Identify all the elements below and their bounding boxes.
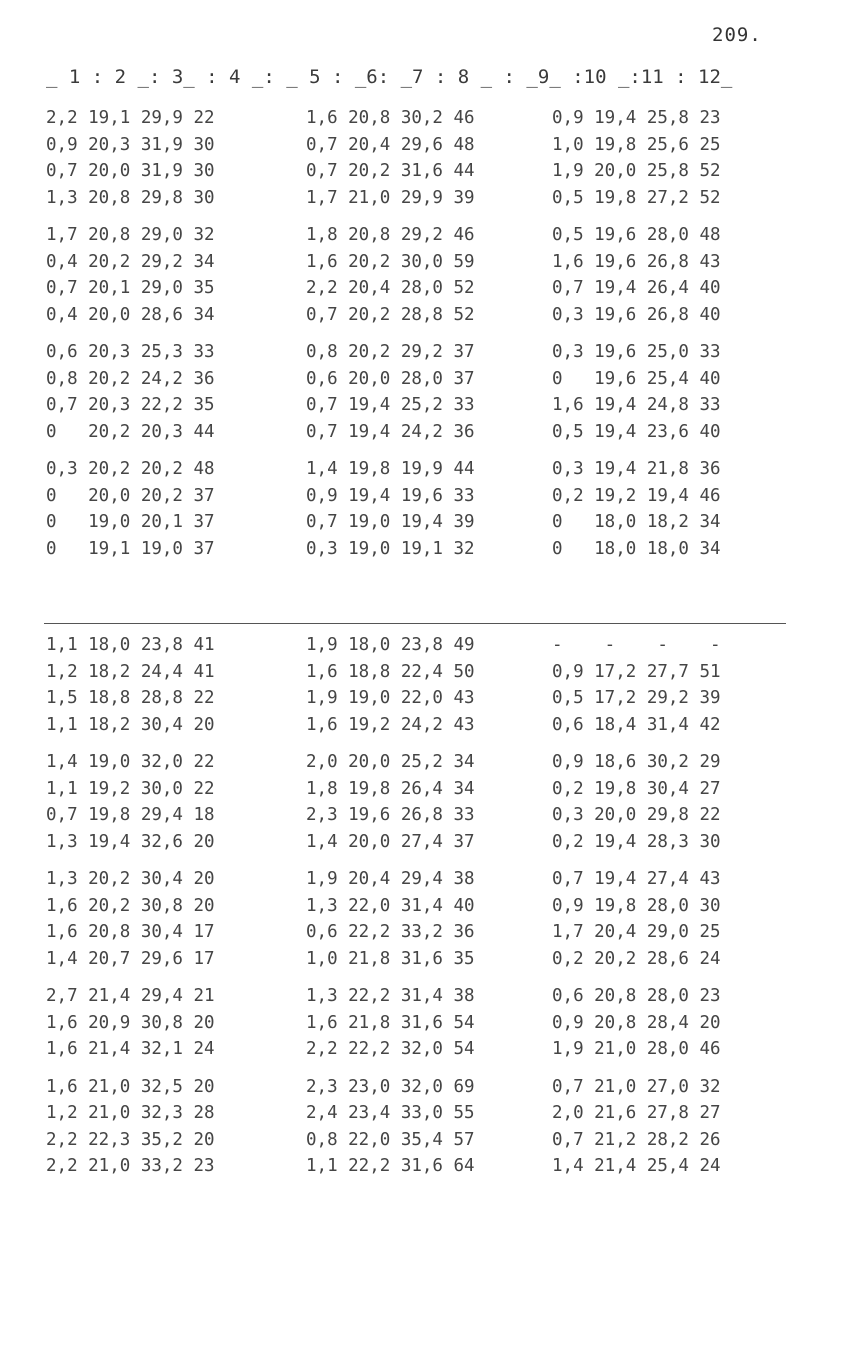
table-cell: 1,6 18,8 22,4 50 <box>306 661 475 682</box>
table-row <box>0 185 851 212</box>
table-cell: 1,0 21,8 31,6 35 <box>306 948 475 969</box>
table-row <box>0 483 851 510</box>
table-row <box>0 1074 851 1101</box>
table-cell: 2,2 22,2 32,0 54 <box>306 1039 475 1059</box>
table-row <box>0 419 851 446</box>
table-cell: 1,4 19,0 32,0 22 <box>46 752 215 772</box>
table-cell: 1,5 18,8 28,8 22 <box>46 688 215 708</box>
table-cell: 1,0 19,8 25,6 25 <box>552 134 721 155</box>
table-cell: 1,6 20,2 30,8 20 <box>46 895 215 916</box>
table-cell: 2,3 23,0 32,0 69 <box>306 1076 475 1097</box>
table-row <box>0 632 851 659</box>
row-group <box>0 105 851 211</box>
table-cell: 0,5 19,4 23,6 40 <box>552 421 721 442</box>
table-row <box>0 919 851 946</box>
table-cell: 2,2 22,3 35,2 20 <box>46 1129 215 1150</box>
table-cell: 0,4 20,2 29,2 34 <box>46 251 215 272</box>
table-row <box>0 1153 851 1180</box>
table-row <box>0 105 851 132</box>
table-cell: 0,8 22,0 35,4 57 <box>306 1129 475 1150</box>
table-cell: 1,3 20,2 30,4 20 <box>46 869 215 889</box>
table-cell: 1,2 21,0 32,3 28 <box>46 1103 215 1123</box>
table-cell: 0,7 21,2 28,2 26 <box>552 1129 721 1150</box>
table-cell: 1,9 20,0 25,8 52 <box>552 161 721 181</box>
table-cell: 1,8 20,8 29,2 46 <box>306 225 475 245</box>
table-row <box>0 983 851 1010</box>
table-cell: 1,1 18,0 23,8 41 <box>46 635 215 655</box>
table-cell: 0,2 20,2 28,6 24 <box>552 948 721 969</box>
table-cell: 0,6 22,2 33,2 36 <box>306 922 475 942</box>
row-group <box>0 339 851 445</box>
table-row <box>0 659 851 686</box>
table-cell: 0,6 18,4 31,4 42 <box>552 714 721 735</box>
table-cell: 1,9 20,4 29,4 38 <box>306 869 475 889</box>
table-cell: 2,2 20,4 28,0 52 <box>306 278 475 298</box>
table-cell: 0,8 20,2 24,2 36 <box>46 368 215 389</box>
table-row <box>0 1127 851 1154</box>
table-cell: 0,7 20,2 31,6 44 <box>306 161 475 181</box>
table-cell: 1,7 20,8 29,0 32 <box>46 225 215 245</box>
table-cell: 1,8 19,8 26,4 34 <box>306 778 475 799</box>
table-cell: 1,9 21,0 28,0 46 <box>552 1039 721 1059</box>
table-cell: 0,9 17,2 27,7 51 <box>552 661 721 682</box>
table-cell: 1,2 18,2 24,4 41 <box>46 661 215 682</box>
table-cell: 0,5 19,8 27,2 52 <box>552 187 721 208</box>
table-row <box>0 302 851 329</box>
table-cell: 1,6 21,0 32,5 20 <box>46 1076 215 1097</box>
table-row <box>0 1010 851 1037</box>
table-cell: 0,7 20,0 31,9 30 <box>46 161 215 181</box>
table-cell: 0,9 19,4 19,6 33 <box>306 485 475 506</box>
table-cell: 0,3 20,0 29,8 22 <box>552 805 721 825</box>
table-row <box>0 249 851 276</box>
table-cell: 1,7 20,4 29,0 25 <box>552 922 721 942</box>
table-row <box>0 866 851 893</box>
table-cell: 0,7 19,0 19,4 39 <box>306 512 475 532</box>
table-row <box>0 946 851 973</box>
table-cell: 1,3 19,4 32,6 20 <box>46 831 215 852</box>
table-cell: 0 18,0 18,2 34 <box>552 512 721 532</box>
table-cell: 1,1 19,2 30,0 22 <box>46 778 215 799</box>
table-row <box>0 776 851 803</box>
table-row <box>0 132 851 159</box>
table-cell: 0,6 20,8 28,0 23 <box>552 986 721 1006</box>
table-cell: 1,1 22,2 31,6 64 <box>306 1156 475 1176</box>
table-cell: 1,6 20,2 30,0 59 <box>306 251 475 272</box>
section-divider <box>44 623 786 624</box>
table-cell: 1,3 22,2 31,4 38 <box>306 986 475 1006</box>
table-row <box>0 339 851 366</box>
table-cell: 0,6 20,0 28,0 37 <box>306 368 475 389</box>
table-cell: 0 19,0 20,1 37 <box>46 512 215 532</box>
table-cell: 0,2 19,2 19,4 46 <box>552 485 721 506</box>
table-cell: 0,9 18,6 30,2 29 <box>552 752 721 772</box>
table-cell: 0,7 20,4 29,6 48 <box>306 134 475 155</box>
table-cell: 0 20,2 20,3 44 <box>46 421 215 442</box>
table-cell: 2,0 20,0 25,2 34 <box>306 752 475 772</box>
table-cell: 0 20,0 20,2 37 <box>46 485 215 506</box>
table-cell: 1,7 21,0 29,9 39 <box>306 187 475 208</box>
table-cell: 0,5 17,2 29,2 39 <box>552 688 721 708</box>
table-row <box>0 685 851 712</box>
table-cell: 0,5 19,6 28,0 48 <box>552 225 721 245</box>
table-cell: 1,4 20,0 27,4 37 <box>306 831 475 852</box>
table-row <box>0 1036 851 1063</box>
row-group <box>0 632 851 738</box>
table-cell: 0 19,6 25,4 40 <box>552 368 721 389</box>
table-cell: 0,7 19,4 24,2 36 <box>306 421 475 442</box>
table-cell: 1,4 20,7 29,6 17 <box>46 948 215 969</box>
table-cell: 1,6 20,9 30,8 20 <box>46 1012 215 1033</box>
table-cell: 0,2 19,4 28,3 30 <box>552 831 721 852</box>
table-cell: 0,7 19,8 29,4 18 <box>46 805 215 825</box>
row-group <box>0 866 851 972</box>
table-cell: 0,7 19,4 26,4 40 <box>552 278 721 298</box>
table-cell: 2,0 21,6 27,8 27 <box>552 1103 721 1123</box>
table-row <box>0 829 851 856</box>
table-row <box>0 893 851 920</box>
table-cell: 1,3 22,0 31,4 40 <box>306 895 475 916</box>
table-cell: 0,3 19,6 26,8 40 <box>552 304 721 325</box>
table-row <box>0 712 851 739</box>
table-row <box>0 536 851 563</box>
table-cell: 0,9 19,8 28,0 30 <box>552 895 721 916</box>
table-cell: 1,1 18,2 30,4 20 <box>46 714 215 735</box>
table-cell: 1,4 21,4 25,4 24 <box>552 1156 721 1176</box>
table-cell: 0,6 20,3 25,3 33 <box>46 342 215 362</box>
table-cell: 2,3 19,6 26,8 33 <box>306 805 475 825</box>
table-cell: 0,7 19,4 25,2 33 <box>306 395 475 415</box>
table-row <box>0 456 851 483</box>
page-number: 209. <box>712 24 762 46</box>
table-cell: 1,4 19,8 19,9 44 <box>306 459 475 479</box>
table-cell: 1,9 19,0 22,0 43 <box>306 688 475 708</box>
table-cell: 0,9 20,3 31,9 30 <box>46 134 215 155</box>
table-cell: 1,3 20,8 29,8 30 <box>46 187 215 208</box>
table-cell: 0,7 19,4 27,4 43 <box>552 869 721 889</box>
table-cell: 0,7 20,2 28,8 52 <box>306 304 475 325</box>
table-cell: 1,9 18,0 23,8 49 <box>306 635 475 655</box>
table-row <box>0 222 851 249</box>
table-cell: 2,4 23,4 33,0 55 <box>306 1103 475 1123</box>
row-group <box>0 456 851 562</box>
table-cell: 2,2 19,1 29,9 22 <box>46 108 215 128</box>
table-cell: 0,8 20,2 29,2 37 <box>306 342 475 362</box>
table-row <box>0 366 851 393</box>
table-row <box>0 509 851 536</box>
column-header: _ 1 : 2 _: 3_ : 4 _: _ 5 : _6: _7 : 8 _ : _9_ :10 _:11 : 12_ <box>46 66 733 88</box>
table-cell: 0,3 19,4 21,8 36 <box>552 459 721 479</box>
table-cell: 0 18,0 18,0 34 <box>552 538 721 559</box>
table-cell: 1,6 19,6 26,8 43 <box>552 251 721 272</box>
row-group <box>0 749 851 855</box>
table-row <box>0 158 851 185</box>
table-cell: 1,6 21,4 32,1 24 <box>46 1039 215 1059</box>
table-cell: 1,6 20,8 30,2 46 <box>306 108 475 128</box>
row-group <box>0 1074 851 1180</box>
row-group <box>0 983 851 1063</box>
table-cell: 1,6 20,8 30,4 17 <box>46 922 215 942</box>
table-cell: 0,7 20,3 22,2 35 <box>46 395 215 415</box>
table-row <box>0 802 851 829</box>
table-cell: 1,6 19,2 24,2 43 <box>306 714 475 735</box>
table-cell: 0,7 20,1 29,0 35 <box>46 278 215 298</box>
table-cell: 0,9 20,8 28,4 20 <box>552 1012 721 1033</box>
table-cell: - - - - <box>552 635 721 655</box>
table-row <box>0 749 851 776</box>
table-row <box>0 275 851 302</box>
table-cell: 0,7 21,0 27,0 32 <box>552 1076 721 1097</box>
table-cell: 0,3 19,0 19,1 32 <box>306 538 475 559</box>
table-row <box>0 392 851 419</box>
table-row <box>0 1100 851 1127</box>
table-cell: 0 19,1 19,0 37 <box>46 538 215 559</box>
table-cell: 0,2 19,8 30,4 27 <box>552 778 721 799</box>
table-cell: 2,2 21,0 33,2 23 <box>46 1156 215 1176</box>
table-cell: 0,9 19,4 25,8 23 <box>552 108 721 128</box>
table-cell: 0,3 20,2 20,2 48 <box>46 459 215 479</box>
table-cell: 0,4 20,0 28,6 34 <box>46 304 215 325</box>
row-group <box>0 222 851 328</box>
table-cell: 0,3 19,6 25,0 33 <box>552 342 721 362</box>
table-cell: 2,7 21,4 29,4 21 <box>46 986 215 1006</box>
table-cell: 1,6 19,4 24,8 33 <box>552 395 721 415</box>
table-cell: 1,6 21,8 31,6 54 <box>306 1012 475 1033</box>
